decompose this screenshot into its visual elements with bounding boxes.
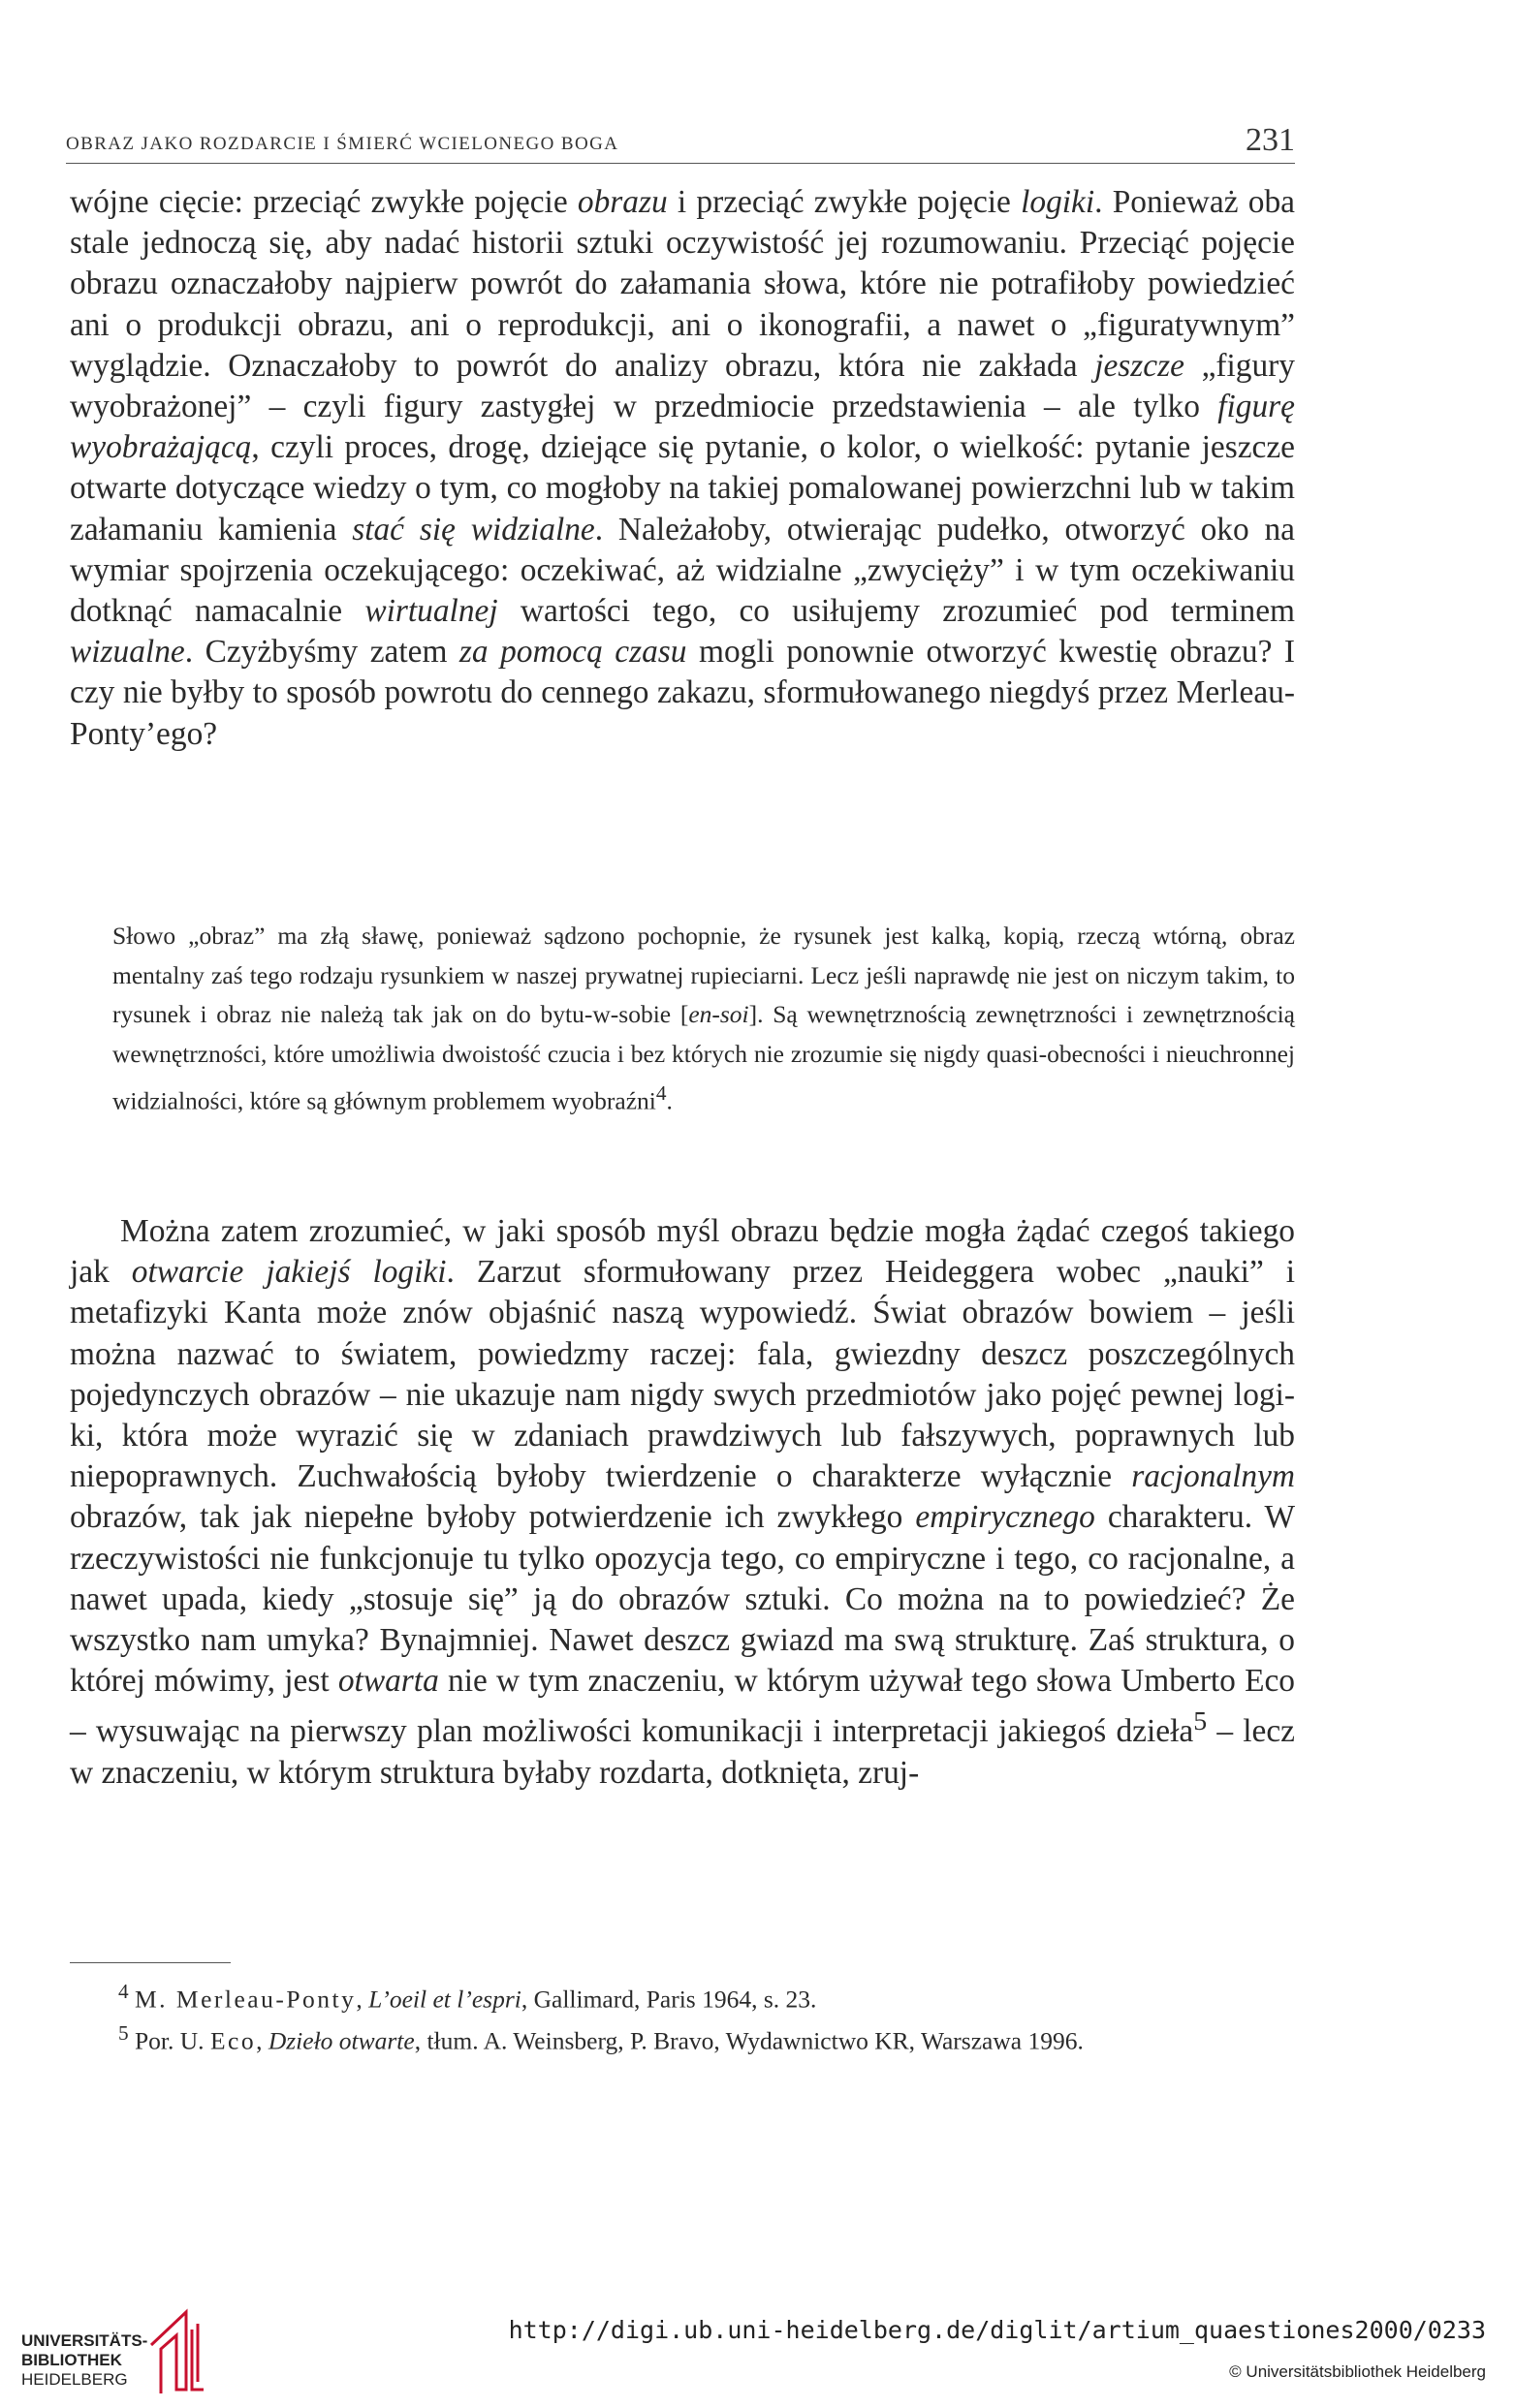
para1-run: i przeciąć zwykłe pojęcie [667, 184, 1022, 220]
para1-run: jeszcze [1094, 347, 1184, 384]
footnote-5-rest: , tłum. A. Weinsberg, P. Bravo, Wydawnictwo KR, Warszawa 1996. [414, 2026, 1084, 2054]
footnote-4-title: L’oeil et l’espri [368, 1985, 521, 2014]
para1-run: „figury wyobrażonej” – czyli figury zastygłej w przedmiocie przedstawienia – ale tylko [70, 347, 1295, 425]
footnote-4-author: M. Merleau-Ponty [135, 1985, 357, 2014]
para1-run: za pomocą czasu [458, 634, 687, 671]
footnote-5-title: Dzieło otwarte [268, 2026, 415, 2054]
para1-run: figurę wyobrażającą [70, 389, 1295, 466]
footnote-5-number: 5 [118, 2020, 129, 2045]
para1-run: obrazu [577, 184, 668, 220]
para2-run: empirycznego [915, 1499, 1095, 1536]
paragraph-1 [70, 182, 1295, 755]
running-title: OBRAZ JAKO ROZDARCIE I ŚMIERĆ WCIELONEGO BOGA [66, 134, 619, 154]
para2-run: nie w tym znaczeniu, w którym używał tego słowa Umberto Eco – wysuwając na pierwszy plan możliwości komunikacji i interpretacji jakiegoś dzieła [70, 1663, 1295, 1750]
copyright-notice: © Universitätsbibliothek Heidelberg [1229, 2362, 1486, 2381]
para1-run: . Ponieważ oba stale jednoczą się, aby nadać historii sztuki oczywistość jej rozumowaniu. Przeciąć pojęcie obrazu oznaczałoby najpierw powrót do załamania słowa, które nie potrafiłoby powiedzieć ani o produkcji obrazu, ani o reprodukcji, ani o ikonografii, a nawet o „figuratywnym” wyglądzie. Oznaczałoby to powrót do analizy obrazu, która nie zakłada [70, 184, 1295, 384]
para2-run: racjonalnym [1131, 1458, 1295, 1495]
para1-run: . Należałoby, otwierając pudełko, otworzyć oko na wymiar spojrzenia oczekującego: oczekiwać, aż widzialne „zwycięży” i w tym oczekiwaniu dotknąć namacalnie [70, 511, 1295, 630]
footnotes [70, 1975, 1295, 2057]
para2_end: – lecz w znaczeniu, w którym struktura byłaby rozdarta, dotknięta, zruj- [70, 1713, 1295, 1791]
block-quote [112, 917, 1295, 1121]
para1-run: . Czyżbyśmy zatem [184, 634, 459, 671]
para2-run: obrazów, tak jak niepełne byłoby potwierdzenie ich zwykłego [70, 1499, 916, 1536]
quote-run: ]. Są wewnętrznością zewnętrzności i zewnętrznością wewnętrzności, które umożliwia dwoistość czucia i bez których nie zrozumie się nigdy quasi-obecności i nieuchronnej widzialności, które są głównym problemem wyobraźni [112, 1000, 1295, 1115]
para2-run: otwarta [337, 1663, 439, 1700]
footnote-5: $^5$ Por. U. Eco, Dzieło otwarte, tłum. A. Weinsberg, P. Bravo, Wydawnictwo KR, Warszawa 1996. [118, 2020, 1084, 2054]
quote-run: en-soi [688, 1000, 749, 1028]
para1-run: wartości tego, co usiłujemy zrozumieć pod terminem [497, 593, 1295, 630]
running-header [66, 118, 1295, 164]
para1-run: wirtualnej [364, 593, 498, 630]
quote_end: . [666, 1086, 673, 1115]
para2-run: . Zarzut sformułowany przez Heideggera wobec „nauki” i metafizyki Kanta może znów objaśnić naszą wypowiedź. Świat obrazów bowiem – jeśli można nazwać to światem, powiedzmy raczej: fala, gwiezdny deszcz poszczególnych pojedynczych obrazów – nie ukazuje nam nigdy swych przedmiotów jako pojęć pewnej logiki, która może wyrazić się w zdaniach prawdziwych lub fałszywych, poprawnych lub niepoprawnych. Zuchwałością byłoby twierdzenie o charakterze wyłącznie [70, 1254, 1296, 1495]
para1-run: , czyli proces, drogę, dziejące się pytanie, o kolor, o wielkość: pytanie jeszcze otwarte dotyczące wiedzy o tym, co mogłoby na takiej pomalowanej powierzchni lub w takim załamaniu kamienia [70, 429, 1295, 547]
footnote-separator [70, 1962, 231, 1963]
quote-run: Słowo „obraz” ma złą sławę, ponieważ sądzono pochopnie, że rysunek jest kalką, kopią, rzeczą wtórną, obraz mentalny zaś tego rodzaju rysunkiem w naszej prywatnej rupieciarni. Lecz jeśli naprawdę nie jest on niczym takim, to rysunek i obraz nie należą tak jak on do bytu-w-sobie [ [112, 922, 1295, 1028]
footnote-reference: 5 [1193, 1706, 1208, 1737]
para1-run: logiki [1021, 184, 1095, 220]
para2-run: charakteru. W rzeczywistości nie funkcjonuje tu tylko opozycja tego, co empiryczne i tego, co racjonalne, a nawet upada, kiedy „stosuje się” ją do obrazów sztuki. Co można na to powiedzieć? Że wszystko nam umyka? Bynajmniej. Nawet deszcz gwiazd ma swą strukturę. Zaś struktura, o której mówimy, jest [70, 1499, 1296, 1700]
footnote-4: $^4$ M. Merleau-Ponty, L’oeil et l’espri, Gallimard, Paris 1964, s. 23. [118, 1980, 817, 2014]
logo-line-1: UNIVERSITÄTS- [21, 2331, 148, 2350]
footnote-5-prefix: Por. U. [135, 2026, 210, 2054]
para1-run: wójne cięcie: przeciąć zwykłe pojęcie [70, 184, 578, 220]
source-url-link[interactable]: http://digi.ub.uni-heidelberg.de/diglit/artium_quaestiones2000/0233 [508, 2316, 1486, 2344]
library-footer [0, 2287, 1515, 2408]
logo-line-3: HEIDELBERG [21, 2370, 128, 2389]
library-logo-text [21, 2331, 147, 2390]
para2-run: Można zatem zrozumieć, w jaki sposób myśl obrazu będzie mogła żądać czegoś takiego jak [70, 1213, 1295, 1291]
footnote-4-rest: , Gallimard, Paris 1964, s. 23. [521, 1985, 817, 2014]
page-number: 231 [1246, 122, 1295, 158]
para1-run: stać się widzialne [352, 511, 595, 547]
footnote-reference: 4 [655, 1081, 667, 1105]
footnote-4-number: 4 [118, 1980, 129, 2003]
paragraph-2 [70, 1211, 1295, 1794]
para1-run: mogli ponownie otworzyć kwestię obrazu? I czy nie byłby to sposób powrotu do cennego zakazu, sformułowanego niegdyś przez Merleau-Ponty’ego? [70, 634, 1295, 752]
footnote-5-author: Eco [209, 2026, 257, 2054]
para2-run: otwarcie jakiejś logiki [131, 1254, 447, 1291]
logo-line-2: BIBLIOTHEK [21, 2351, 122, 2369]
library-logo-icon [147, 2306, 207, 2395]
para1-run: wizualne [70, 634, 185, 671]
main-text [70, 182, 1295, 755]
